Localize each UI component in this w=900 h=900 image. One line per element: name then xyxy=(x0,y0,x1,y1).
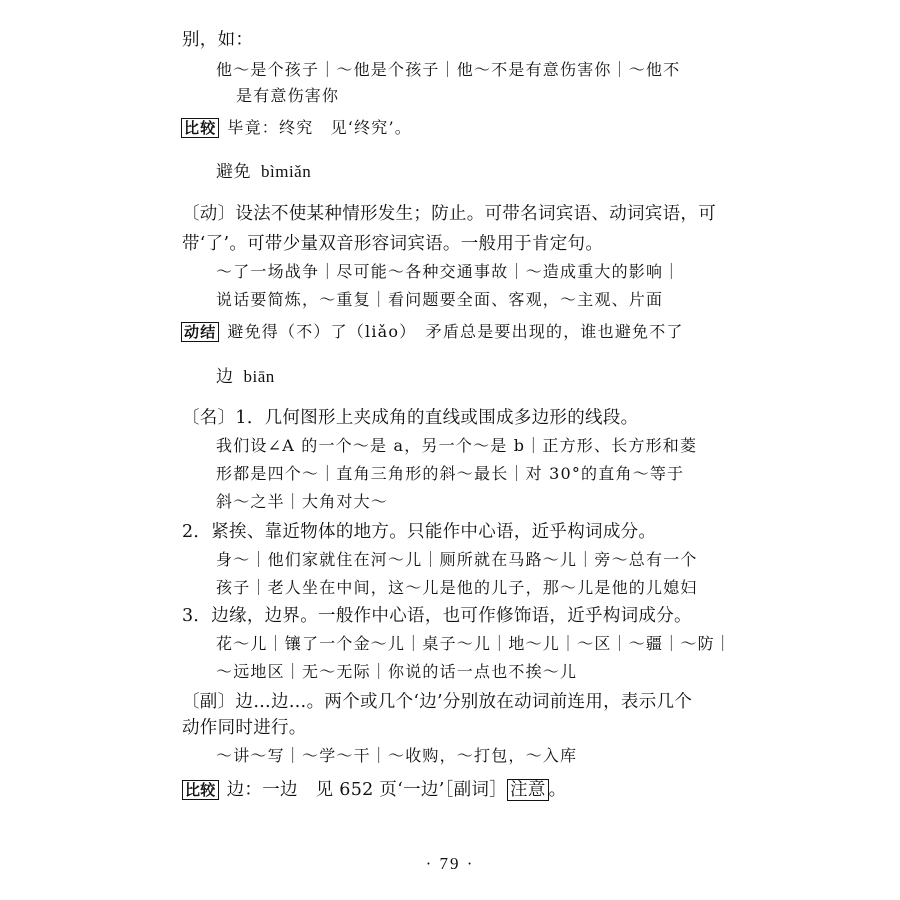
example-line: ～讲～写｜～学～干｜～收购，～打包，～入库 xyxy=(216,746,578,765)
continuation-text: 别，如： xyxy=(182,30,254,50)
headword: 避免 xyxy=(216,162,251,182)
headword-pinyin: bìmiǎn xyxy=(261,162,312,181)
compare-row xyxy=(181,116,412,140)
definition-line: 〔动〕设法不使某种情形发生；防止。可带名词宾语、动词宾语，可 xyxy=(182,204,716,224)
example-line: 我们设∠A 的一个～是 a，另一个～是 b｜正方形、长方形和菱 xyxy=(216,436,698,455)
resultative-tag: 动结 xyxy=(181,322,219,342)
definition-line: 〔名〕1．几何图形上夹成角的直线或围成多边形的线段。 xyxy=(182,408,639,428)
resultative-text: 避免得（不）了（liǎo） 矛盾总是要出现的，谁也避免不了 xyxy=(227,322,684,341)
resultative-row xyxy=(181,320,684,344)
definition-line: 3．边缘，边界。一般作中心语，也可作修饰语，近乎构词成分。 xyxy=(182,606,692,626)
example-line: 孩子｜老人坐在中间，这～儿是他的儿子，那～儿是他的儿媳妇 xyxy=(216,578,698,597)
compare-text: 边：一边 见 652 页‘一边’［副词］ xyxy=(226,780,508,800)
entry-heading xyxy=(216,365,275,389)
example-line: 说话要简炼，～重复｜看问题要全面、客观，～主观、片面 xyxy=(216,290,664,309)
example-line: ～了一场战争｜尽可能～各种交通事故｜～造成重大的影响｜ xyxy=(216,262,681,281)
example-line: 形都是四个～｜直角三角形的斜～最长｜对 30°的直角～等于 xyxy=(216,464,685,483)
compare-end: 。 xyxy=(548,780,567,800)
example-line: 身～｜他们家就住在河～儿｜厕所就在马路～儿｜旁～总有一个 xyxy=(216,550,698,569)
compare-tag: 比较 xyxy=(182,780,219,800)
example-line: 是有意伤害你 xyxy=(236,86,340,105)
definition-line: 2．紧挨、靠近物体的地方。只能作中心语，近乎构词成分。 xyxy=(182,522,657,542)
definition-line: 〔副〕边…边…。两个或几个‘边’分别放在动词前连用，表示几个 xyxy=(182,692,693,712)
example-line: ～远地区｜无～无际｜你说的话一点也不挨～儿 xyxy=(216,662,578,681)
headword: 边 xyxy=(216,367,234,387)
compare-tag: 比较 xyxy=(181,118,219,138)
example-line: 花～儿｜镶了一个金～儿｜桌子～儿｜地～儿｜～区｜～疆｜～防｜ xyxy=(216,634,733,653)
compare-row xyxy=(182,778,566,802)
definition-line: 动作同时进行。 xyxy=(182,718,307,738)
note-tag: 注意 xyxy=(507,779,549,801)
headword-pinyin: biān xyxy=(243,367,275,386)
entry-heading xyxy=(216,160,311,184)
page-number: · 79 · xyxy=(425,854,475,873)
example-line: 他～是个孩子｜～他是个孩子｜他～不是有意伤害你｜～他不 xyxy=(216,60,681,79)
example-line: 斜～之半｜大角对大～ xyxy=(216,492,389,511)
definition-line: 带‘了’。可带少量双音形容词宾语。一般用于肯定句。 xyxy=(182,234,604,254)
compare-text: 毕竟：终究 见‘终究’。 xyxy=(227,118,412,137)
